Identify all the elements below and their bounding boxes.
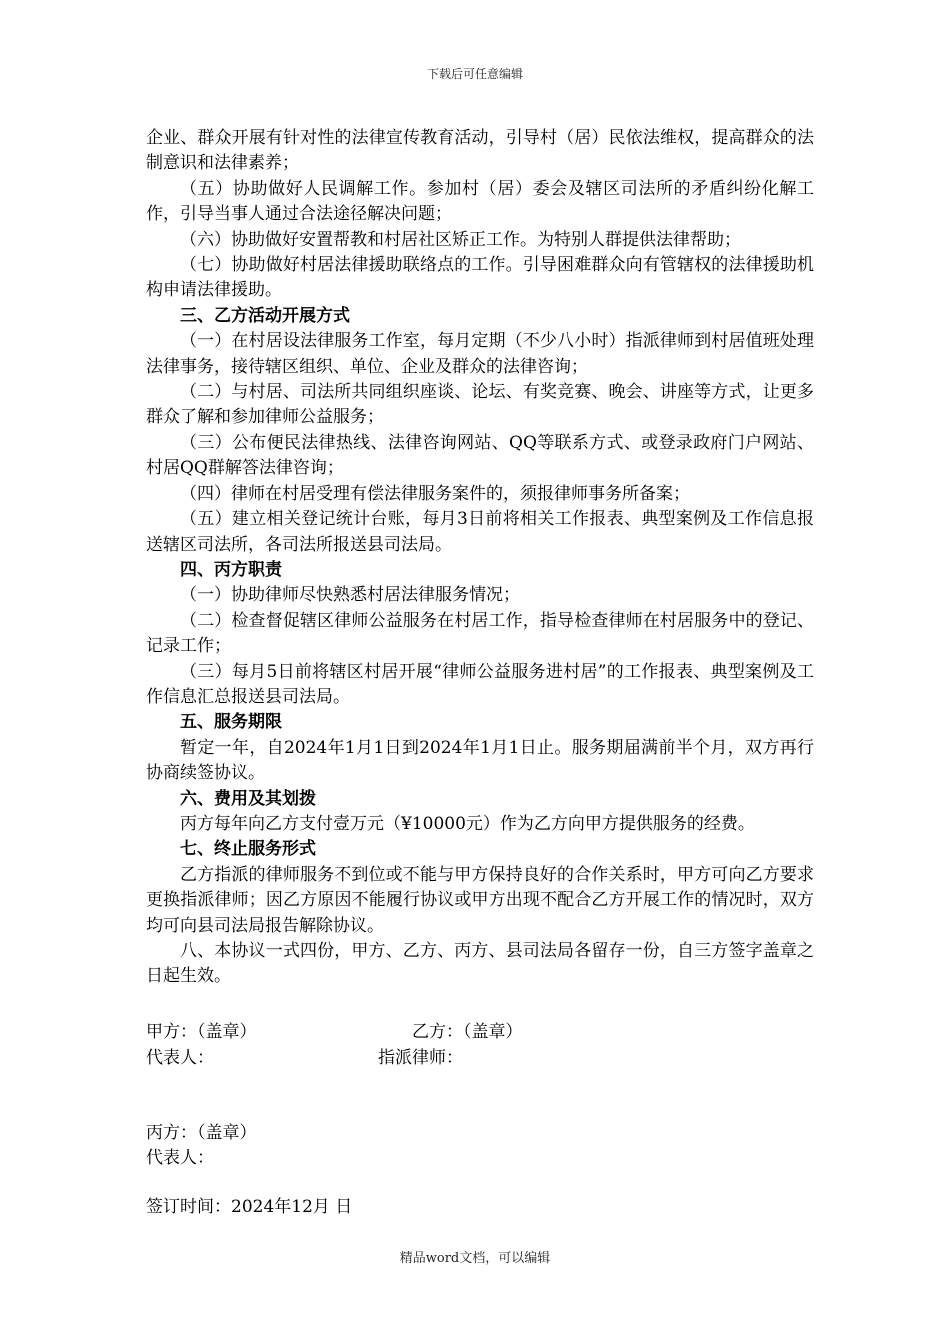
page-header: 下载后可任意编辑 [426,67,523,81]
paragraph: （三）每月5日前将辖区村居开展“律师公益服务进村居”的工作报表、典型案例及工作信息汇总报送县司法局。 [146,661,814,707]
party-b-seal-label: 乙方：（盖章） [412,1022,523,1042]
paragraph: （六）协助做好安置帮教和村居社区矫正工作。为特别人群提供法律帮助； [180,229,741,250]
paragraph: （一）在村居设法律服务工作室，每月定期（不少八小时）指派律师到村居值班处理法律事务，接待辖区组织、单位、企业及群众的法律咨询； [146,331,814,377]
paragraph: 丙方每年向乙方支付壹万元（¥10000元）作为乙方向甲方提供服务的经费。 [180,813,755,834]
paragraph: （七）协助做好村居法律援助联络点的工作。引导困难群众向有管辖权的法律援助机构申请法律援助。 [146,255,814,301]
paragraph: 乙方指派的律师服务不到位或不能与甲方保持良好的合作关系时，甲方可向乙方要求更换指派律师；因乙方原因不能履行协议或甲方出现不配合乙方开展工作的情况时，双方均可向县司法局报告解除协议。 [146,864,814,936]
section-heading: 六、费用及其划拨 [180,788,316,809]
paragraph: 暂定一年，自2024年1月1日到2024年1月1日止。服务期届满前半个月，双方再行协商续签协议。 [146,737,814,784]
party-a-representative-label: 代表人： [146,1048,214,1068]
party-a-seal-label: 甲方：（盖章） [146,1022,257,1042]
paragraph: （四）律师在村居受理有偿法律服务案件的，须报律师事务所备案； [180,483,690,504]
party-c-seal-label: 丙方：（盖章） [146,1123,257,1143]
paragraph: （三）公布便民法律热线、法律咨询网站、QQ等联系方式、或登录政府门户网站、村居QQ群解答法律咨询； [146,432,814,479]
section-heading: 四、丙方职责 [180,559,282,580]
paragraph: （五）建立相关登记统计台账，每月3日前将相关工作报表、典型案例及工作信息报送辖区司法所，各司法所报送县司法局。 [146,509,814,555]
paragraph: （二）检查督促辖区律师公益服务在村居工作，指导检查律师在村居服务中的登记、记录工作； [146,610,814,657]
paragraph: 企业、群众开展有针对性的法律宣传教育活动，引导村（居）民依法维权，提高群众的法制意识和法律素养； [146,128,814,174]
party-b-lawyer-label: 指派律师： [378,1048,463,1068]
page-footer: 精品word文档，可以编辑 [399,1251,551,1266]
section-heading: 三、乙方活动开展方式 [180,305,350,326]
agreement-body [146,126,814,990]
paragraph: （一）协助律师尽快熟悉村居法律服务情况； [180,585,520,606]
paragraph: （二）与村居、司法所共同组织座谈、论坛、有奖竞赛、晚会、讲座等方式，让更多群众了解和参加律师公益服务； [146,382,814,428]
party-c-representative-label: 代表人： [146,1148,214,1168]
signing-date: 签订时间：2024年12月 日 [146,1197,353,1217]
paragraph: （五）协助做好人民调解工作。参加村（居）委会及辖区司法所的矛盾纠纷化解工作，引导当事人通过合法途径解决问题； [146,178,814,225]
section-heading: 五、服务期限 [180,712,282,733]
section-heading: 七、终止服务形式 [180,839,316,860]
paragraph: 八、本协议一式四份，甲方、乙方、丙方、县司法局各留存一份，自三方签字盖章之日起生效。 [146,941,814,987]
